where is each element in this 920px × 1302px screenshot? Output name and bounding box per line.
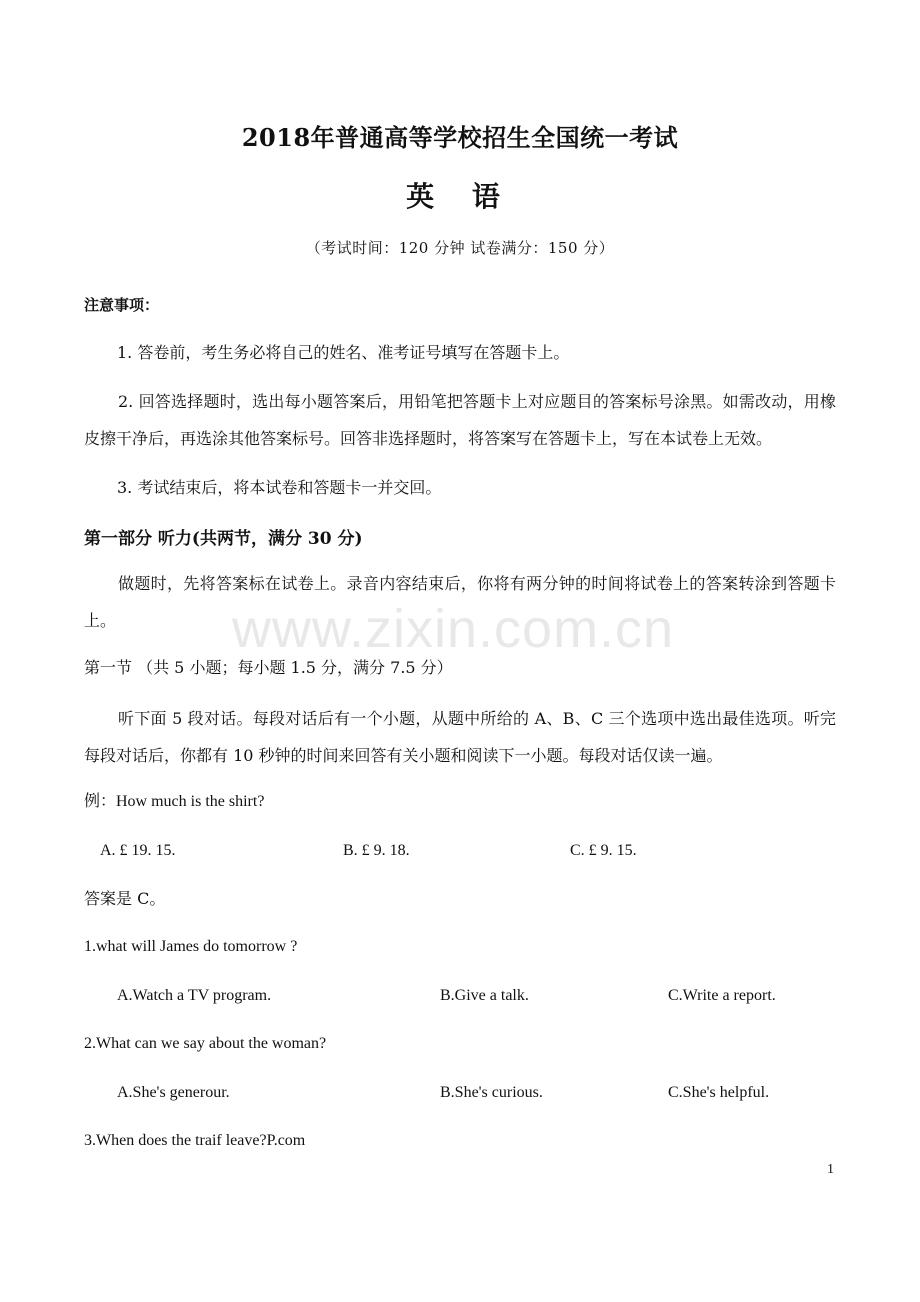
question-1-option-b: B.Give a talk. [440,987,529,1004]
question-1-option-c: C.Write a report. [668,987,776,1004]
question-2-option-a: A.She's generour. [117,1084,230,1101]
exam-title: 2018年普通高等学校招生全国统一考试 [241,123,679,152]
exam-info: （考试时间：120 分钟 试卷满分：150 分） [305,239,615,257]
watermark: www.zixin.com.cn [232,599,675,659]
question-1-option-a: A.Watch a TV program. [117,987,272,1004]
notice-item-1: 1. 答卷前，考生务必将自己的姓名、准考证号填写在答题卡上。 [117,343,570,362]
part1-heading: 第一部分 听力(共两节，满分 30 分) [84,529,363,549]
example-option-a: A. £ 19. 15. [100,842,176,859]
question-2-option-c: C.She's helpful. [668,1084,770,1101]
question-1: 1.what will James do tomorrow ? [84,938,298,955]
notice-item-2: 2. 回答选择题时，选出每小题答案后，用铅笔把答题卡上对应题目的答案标号涂黑。如需改动，用橡皮擦干净后，再选涂其他答案标号。回答非选择题时，将答案写在答题卡上，写在本试卷上无效。 [84,392,836,448]
question-2: 2.What can we say about the woman? [84,1035,327,1052]
subject-title: 英 语 [406,180,514,213]
section1-intro: 听下面 5 段对话。每段对话后有一个小题，从题中所给的 A、B、C 三个选项中选出最佳选项。听完每段对话后，你都有 10 秒钟的时间来回答有关小题和阅读下一小题。每段对话仅读一遍。 [84,709,836,765]
example-option-b: B. £ 9. 18. [343,842,410,859]
part1-intro: 做题时，先将答案标在试卷上。录音内容结束后，你将有两分钟的时间将试卷上的答案转涂到答题卡上。 [84,574,836,630]
page-number: 1 [827,1162,834,1177]
section1-heading: 第一节 （共 5 小题；每小题 1.5 分，满分 7.5 分） [84,658,453,677]
question-3: 3.When does the traif leave?P.com [84,1132,306,1149]
example-question: 例：How much is the shirt? [84,793,265,810]
example-answer: 答案是 C。 [84,889,166,908]
question-2-option-b: B.She's curious. [440,1084,543,1101]
notice-item-3: 3. 考试结束后，将本试卷和答题卡一并交回。 [117,478,442,497]
notice-heading: 注意事项： [84,296,160,314]
example-option-c: C. £ 9. 15. [570,842,637,859]
